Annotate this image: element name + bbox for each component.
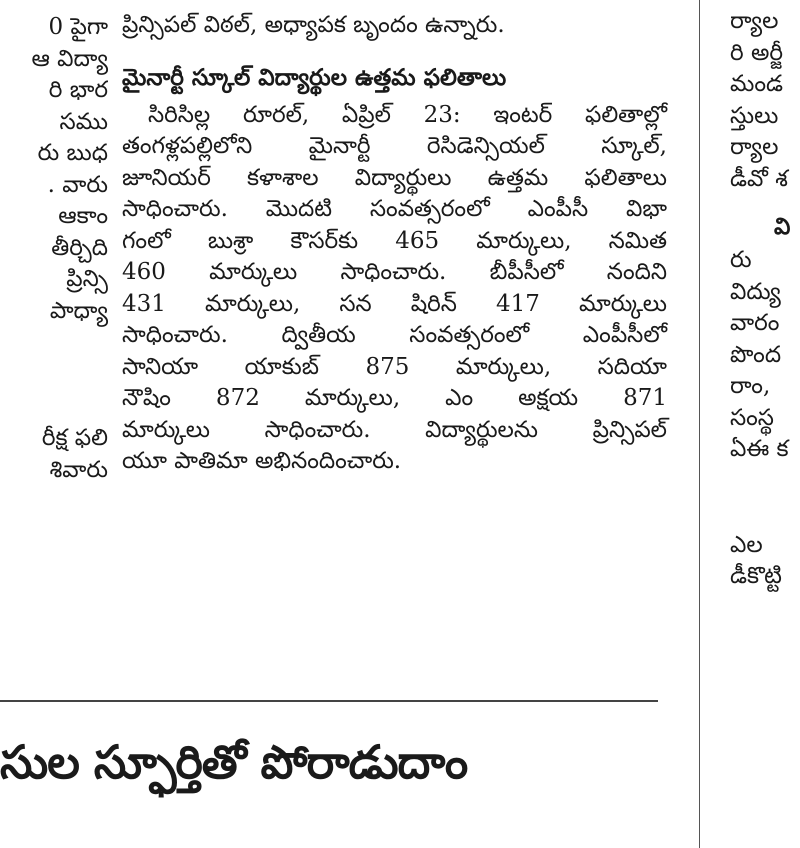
text-line: . వారు [47,171,108,198]
text-line: మండ [730,71,784,97]
text-line: ర్యాల [730,134,779,160]
text-line: ర్యాల [730,8,779,34]
text-line: రాం, [730,373,771,399]
right-column-heading: వి [774,214,791,240]
text-line: వారం [730,310,780,336]
text-line: శివారు [49,456,108,483]
right-column-top [718,0,800,195]
text-line: గంలో బుశ్రా కౌసర్‌కు 465 మార్కులు, నమిత [122,227,667,254]
section-divider [0,700,658,702]
text-line: ఎల [730,531,763,558]
right-column-middle [718,245,800,466]
text-line: సాధించారు. మొదటి సంవత్సరంలో ఎంపీసీ విభా [122,196,667,222]
article-body [122,100,667,478]
column-divider [699,0,700,848]
text-line: రీక్ష ఫలి [41,425,108,451]
text-line: సానియా యాకుబ్ 875 మార్కులు, సదియా [122,353,667,380]
article-tail-line: ప్రిన్సిపల్ విఠల్, అధ్యాపక బృందం ఉన్నారు. [122,12,505,38]
text-line: రి భార [48,77,108,103]
text-line: రు [730,247,752,273]
right-column [718,0,800,848]
middle-column [122,0,667,660]
text-line: 460 మార్కులు సాధించారు. బీపీసీలో నందిని [122,259,667,285]
text-line: తంగళ్లపల్లిలోని మైనార్టీ రెసిడెన్సియల్ స్కూల్, [122,133,667,159]
right-column-gap [718,466,800,530]
left-column [0,0,112,672]
text-line: సంస్థ [730,404,774,431]
bottom-headline: సుల స్ఫూర్తితో పోరాడుదాం [0,735,468,789]
article-heading: మైనార్టీ స్కూల్ విద్యార్థుల ఉత్తమ ఫలితాలు [122,64,507,91]
text-line: సిరిసిల్ల రూరల్, ఏప్రిల్ 23: ఇంటర్ ఫలితాల్లో [148,101,667,128]
text-line: డీవో శ [730,165,788,192]
text-line: పొంద [730,341,782,368]
text-line: 431 మార్కులు, సన షిరిన్ 417 మార్కులు [122,290,667,317]
text-line: ఆకాం [58,203,108,229]
text-line: రి అర్జీ [730,39,783,66]
text-line: తీర్చిది [51,234,108,261]
text-line: ఆ విద్యా [31,45,108,72]
text-line: స్తులు [730,102,779,129]
text-line: మార్కులు సాధించారు. విద్యార్థులను ప్రిన్సిపల్ [122,416,667,443]
text-line: పాధ్యా [49,297,108,324]
text-line: ఏఈ క [730,436,789,462]
text-line: డీకొట్టి [730,563,782,589]
text-line: 0 పైగా [48,14,108,40]
text-line: సము [59,108,108,135]
text-line: నౌషిం 872 మార్కులు, ఎం అక్షయ 871 [122,385,667,411]
text-line: రు బుధ [37,140,108,166]
text-line: విద్యు [730,278,781,305]
text-line: జూనియర్ కళాశాల విద్యార్థులు ఉత్తమ ఫలితాలు [122,164,667,191]
text-line: ప్రిన్సి [66,266,108,292]
text-line: సాధించారు. ద్వితీయ సంవత్సరంలో ఎంపీసీలో [122,322,667,348]
text-line: యూ పాతిమా అభినందించారు. [122,448,402,474]
right-column-bottom [718,530,800,593]
